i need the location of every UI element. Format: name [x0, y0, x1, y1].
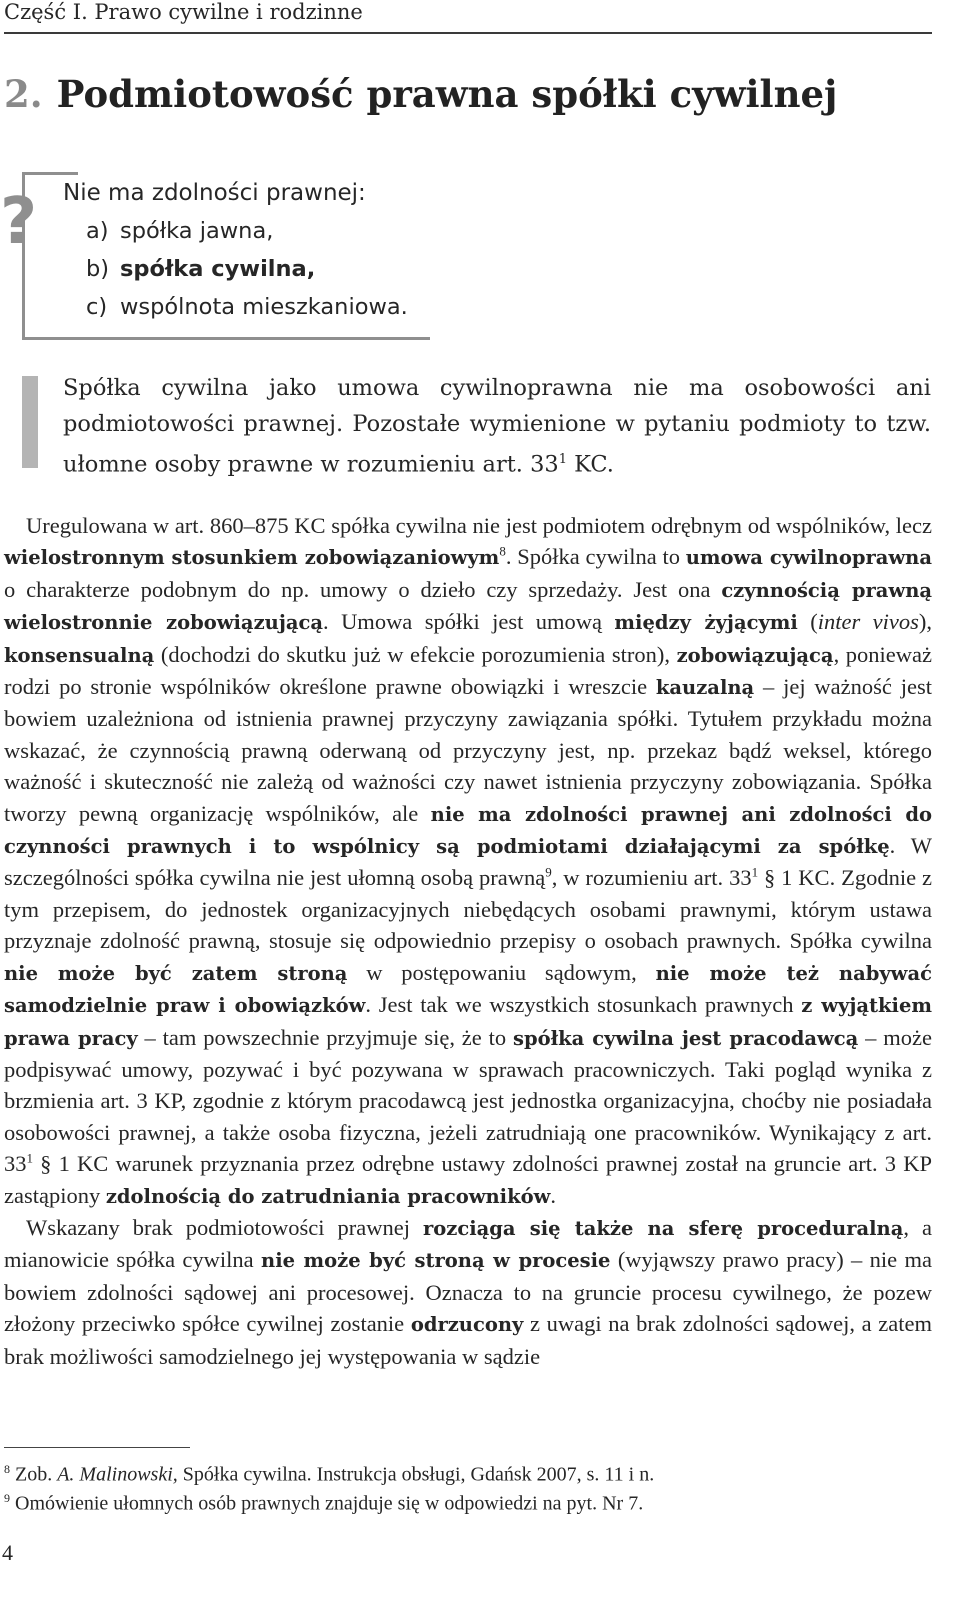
text-run: . W szczególności spółka cywilna nie jest ułomną osobą prawną: [4, 833, 932, 891]
answer-superscript: 1: [558, 452, 567, 467]
option-text: spółka cywilna,: [120, 256, 316, 282]
text-run: , ponieważ rodzi po stronie wspólników określone prawne obowiązki i wreszcie: [4, 641, 932, 700]
footnote-number: 8: [4, 1462, 10, 1476]
question-bottom-rule: [22, 337, 430, 340]
option-text: spółka jawna,: [120, 218, 274, 244]
body-paragraph-1: [4, 510, 932, 1212]
text-run: o charakterze podobnym do np. umowy o dzieło czy sprzedaży. Jest ona: [4, 576, 722, 602]
bold-phrase: między żyjącymi: [614, 611, 798, 635]
footnote-text: Zob.: [10, 1463, 58, 1486]
text-run: . Jest tak we wszystkich stosunkach prawnych: [365, 992, 802, 1018]
answer-text: [63, 370, 931, 483]
bold-phrase: wielostronnym stosunkiem zobowiązaniowym: [4, 546, 500, 570]
bold-phrase: z wyjątkiem prawa pracy: [4, 994, 932, 1050]
text-run: . Spółka cywilna to: [505, 544, 686, 570]
text-run: Wskazany brak podmiotowości prawnej: [26, 1214, 424, 1240]
bold-phrase: rozciąga się także na sferę proceduralną: [423, 1216, 904, 1240]
bold-phrase: zobowiązującą: [676, 643, 834, 667]
text-run: – jej ważność jest bowiem uzależniona od istnienia prawnej przyczyny zawiązania spółki. Tytułem przykładu można wskazać, że czynnością prawną oderwaną od przyczyny jest, np. przekaz bądź weksel, którego ważność i skuteczność nie zależą od ważności czy nawet istnienia przyczyny zobowiązania. Spółka tworzy pewną organizację wspólników, ale: [4, 674, 932, 826]
text-run: Uregulowana w art. 860–875 KC spółka cywilna nie jest podmiotem odrębnym od wspólników, lecz: [26, 513, 932, 538]
footnote-reference: 1: [751, 864, 759, 880]
question-prompt: Nie ma zdolności prawnej:: [63, 180, 366, 206]
footnote-reference: 1: [26, 1150, 33, 1166]
option-letter: a): [86, 218, 109, 244]
bold-phrase: konsensualną: [4, 643, 155, 667]
footnote-author: A. Malinowski,: [57, 1463, 178, 1486]
bold-phrase: kauzalną: [655, 676, 755, 700]
question-option-b: [86, 256, 315, 282]
text-run: (dochodzi do skutku już w efekcie porozumienia stron),: [154, 641, 677, 667]
question-option-a: [86, 218, 273, 244]
bold-phrase: czynnością prawną wielostronnie zobowiązującą: [4, 578, 933, 635]
answer-part-2: KC.: [566, 451, 614, 478]
footnote-8: [4, 1462, 654, 1487]
text-run: w postępowaniu sądowym,: [347, 959, 656, 985]
chapter-number: 2.: [4, 72, 43, 116]
text-run: , w rozumieniu art. 33: [551, 865, 752, 891]
footnote-text: Omówienie ułomnych osób prawnych znajduje się w odpowiedzi na pyt. Nr 7.: [10, 1492, 644, 1515]
text-run: § 1 KC warunek przyznania przez odrębne ustawy zdolności prawnej został na gruncie art. 3 KP zastąpiony: [4, 1151, 932, 1208]
text-run: z uwagi na brak zdolności sądowej, a zatem brak możliwości samodzielnego jej występowania w sądzie: [4, 1311, 932, 1369]
footnote-9: [4, 1491, 643, 1516]
footnote-number: 9: [4, 1491, 10, 1505]
question-option-c: [86, 294, 408, 320]
bold-phrase: umowa cywilnoprawna: [685, 546, 932, 570]
chapter-title: Podmiotowość prawna spółki cywilnej: [56, 72, 838, 116]
bold-phrase: nie ma zdolności prawnej ani zdolności do czynności prawnych i to wspólnicy są podmiotami działającymi za spółkę: [4, 802, 932, 859]
chapter-heading: [4, 72, 837, 116]
footnote-rule: [4, 1447, 190, 1448]
text-run: ),: [918, 609, 932, 635]
option-letter: b): [86, 256, 110, 282]
text-run: . Umowa spółki jest umową: [323, 609, 615, 635]
italic-phrase: inter vivos: [817, 609, 919, 635]
body-text: [4, 510, 932, 1372]
text-run: (wyjąwszy prawo pracy) – nie ma bowiem zdolności sądowej ani procesowej. Oznacza to na gruncie procesu cywilnego, że pozew złożony przeciwko spółce cywilnej zostanie: [4, 1247, 932, 1337]
bold-phrase: nie może być zatem stroną: [4, 961, 348, 985]
text-run: (: [797, 609, 818, 635]
page-number: 4: [2, 1540, 13, 1565]
body-paragraph-2: [4, 1212, 932, 1372]
text-run: § 1 KC. Zgodnie z tym przepisem, do jednostek organizacyjnych niebędących osobami prawnymi, którym ustawa przyznaje zdolność prawną, stosuje się odpowiednio przepisy o osobach prawnych. Spółka cywilna: [4, 865, 932, 954]
question-mark-icon: ?: [0, 185, 38, 259]
bold-phrase: spółka cywilna jest pracodawcą: [512, 1026, 859, 1050]
footnote-text: Spółka cywilna. Instrukcja obsługi, Gdańsk 2007, s. 11 i n.: [177, 1463, 655, 1486]
text-run: , a mianowicie spółka cywilna: [4, 1214, 932, 1273]
bold-phrase: zdolnością do zatrudniania pracowników: [105, 1184, 551, 1208]
bold-phrase: odrzucony: [410, 1313, 524, 1337]
option-letter: c): [86, 294, 108, 320]
running-head: Część I. Prawo cywilne i rodzinne: [4, 0, 363, 24]
footnote-reference: 8: [499, 543, 506, 559]
footnote-reference: 9: [545, 864, 552, 880]
text-run: – tam powszechnie przyjmuje się, że to: [137, 1024, 513, 1050]
answer-part-1: Spółka cywilna jako umowa cywilnoprawna nie ma osobowości ani podmiotowości prawnej. Pozostałe wymienione w pytaniu podmioty to tzw. ułomne osoby prawne w rozumieniu art. 33: [63, 375, 931, 478]
bold-phrase: nie może być stroną w procesie: [261, 1249, 611, 1273]
bold-phrase: nie może też nabywać samodzielnie praw i obowiązków: [4, 961, 932, 1018]
text-run: – może podpisywać umowy, pozywać i być pozywana w sprawach pracowniczych. Taki pogląd wynika z brzmienia art. 3 KP, zgodnie z którym pracodawcą jest jednostka organizacyjna, choćby nie posiadała osobowości prawnej, a także osoba fizyczna, jeżeli zatrudniają one pracowników. Wynikający z art. 33: [4, 1024, 932, 1177]
answer-marker-bar: [22, 376, 38, 468]
option-text: wspólnota mieszkaniowa.: [120, 294, 408, 320]
header-rule: [4, 32, 932, 34]
text-run: .: [550, 1182, 557, 1208]
